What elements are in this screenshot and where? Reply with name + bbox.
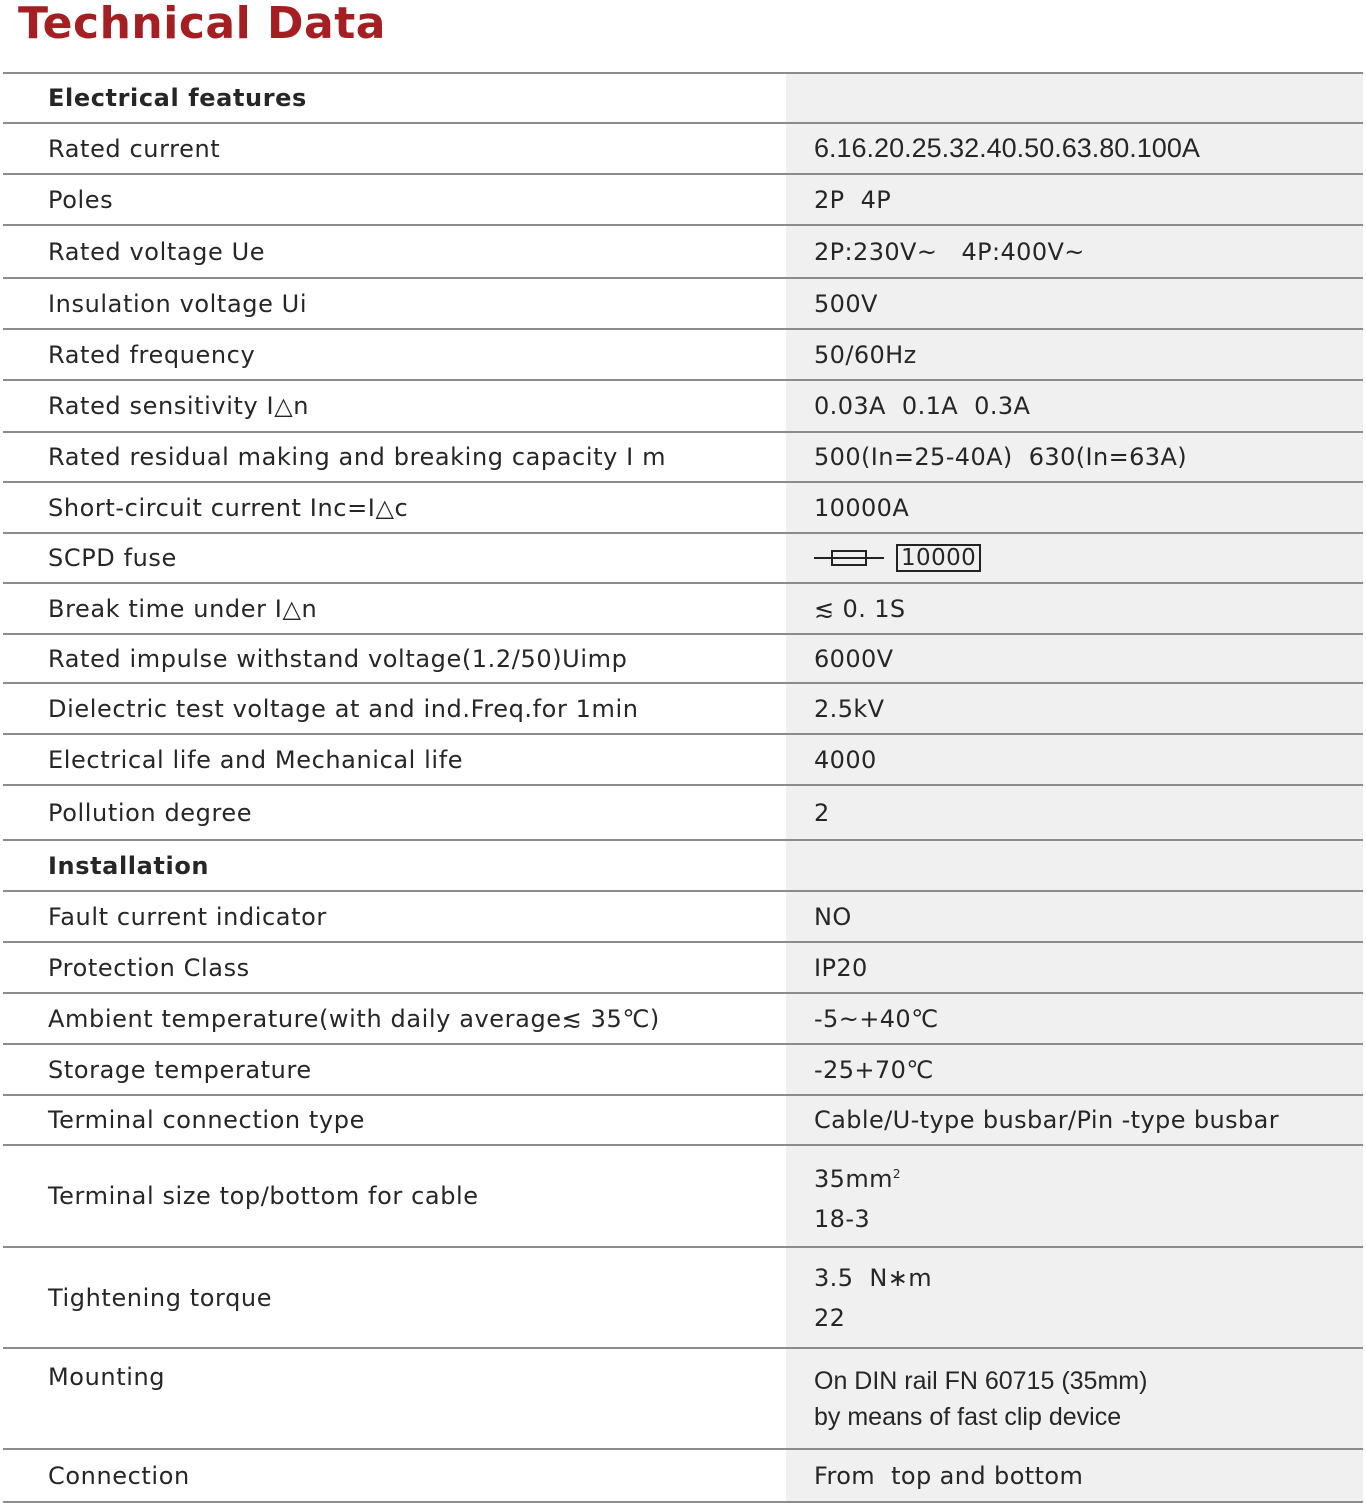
row-label: Rated frequency bbox=[3, 330, 786, 379]
table-row bbox=[3, 943, 1363, 994]
superscript: 2 bbox=[892, 1166, 901, 1181]
table-row bbox=[3, 1045, 1363, 1096]
fuse-symbol-icon bbox=[814, 548, 884, 568]
spec-table bbox=[3, 72, 1363, 1503]
table-row bbox=[3, 635, 1363, 684]
table-row bbox=[3, 1349, 1363, 1450]
row-value: 50/60Hz bbox=[786, 330, 1363, 379]
row-label: Mounting bbox=[3, 1349, 786, 1448]
row-value: 0.03A 0.1A 0.3A bbox=[786, 381, 1363, 431]
table-row bbox=[3, 1096, 1363, 1146]
value-line: by means of fast clip device bbox=[814, 1402, 1122, 1431]
section-heading-value bbox=[786, 841, 1363, 890]
row-value bbox=[786, 534, 1363, 582]
row-value: From top and bottom bbox=[786, 1450, 1363, 1501]
row-label: Fault current indicator bbox=[3, 892, 786, 941]
row-value: -5~+40℃ bbox=[786, 994, 1363, 1043]
table-row bbox=[3, 1146, 1363, 1248]
value-line: 18-3 bbox=[814, 1204, 871, 1233]
value-line: On DIN rail FN 60715 (35mm) bbox=[814, 1366, 1148, 1395]
row-label: Pollution degree bbox=[3, 786, 786, 839]
section-heading-value bbox=[786, 74, 1363, 122]
table-row bbox=[3, 994, 1363, 1045]
row-value: 500V bbox=[786, 279, 1363, 328]
table-row bbox=[3, 1450, 1363, 1503]
section-heading: Electrical features bbox=[3, 74, 786, 122]
row-label: Storage temperature bbox=[3, 1045, 786, 1094]
fuse-rating: 10000 bbox=[896, 544, 981, 572]
row-value: 10000A bbox=[786, 483, 1363, 532]
row-label: Poles bbox=[3, 175, 786, 224]
row-label: Rated current bbox=[3, 124, 786, 173]
row-label: Rated impulse withstand voltage(1.2/50)Uimp bbox=[3, 635, 786, 682]
row-label: Terminal connection type bbox=[3, 1096, 786, 1144]
row-value: NO bbox=[786, 892, 1363, 941]
row-label: Rated residual making and breaking capacity I m bbox=[3, 433, 786, 481]
row-value: -25+70℃ bbox=[786, 1045, 1363, 1094]
table-row bbox=[3, 124, 1363, 175]
table-row bbox=[3, 330, 1363, 381]
row-label: SCPD fuse bbox=[3, 534, 786, 582]
table-row bbox=[3, 684, 1363, 735]
table-row bbox=[3, 534, 1363, 584]
row-value: 2.5kV bbox=[786, 684, 1363, 733]
row-value bbox=[786, 1349, 1363, 1448]
table-row bbox=[3, 483, 1363, 534]
row-value bbox=[786, 1146, 1363, 1246]
row-label: Rated sensitivity I△n bbox=[3, 381, 786, 431]
value-line bbox=[814, 1160, 1363, 1193]
row-value: 2P:230V~ 4P:400V~ bbox=[786, 226, 1363, 277]
table-row bbox=[3, 892, 1363, 943]
row-label: Connection bbox=[3, 1450, 786, 1501]
row-value: 6.16.20.25.32.40.50.63.80.100A bbox=[786, 124, 1363, 173]
table-row bbox=[3, 433, 1363, 483]
row-value: 2P 4P bbox=[786, 175, 1363, 224]
table-row bbox=[3, 584, 1363, 635]
row-value: 4000 bbox=[786, 735, 1363, 784]
row-label: Electrical life and Mechanical life bbox=[3, 735, 786, 784]
row-value: 500(In=25-40A) 630(In=63A) bbox=[786, 433, 1363, 481]
table-row bbox=[3, 1248, 1363, 1349]
section-heading: Installation bbox=[3, 841, 786, 890]
value-text: 35mm bbox=[814, 1164, 893, 1193]
row-value: Cable/U-type busbar/Pin -type busbar bbox=[786, 1096, 1363, 1144]
section-header-installation bbox=[3, 841, 1363, 892]
table-row bbox=[3, 175, 1363, 226]
row-label: Insulation voltage Ui bbox=[3, 279, 786, 328]
fuse-wrap bbox=[814, 544, 1363, 572]
value-line: 22 bbox=[814, 1303, 846, 1332]
row-label: Tightening torque bbox=[3, 1248, 786, 1347]
row-label: Terminal size top/bottom for cable bbox=[3, 1146, 786, 1246]
table-row bbox=[3, 735, 1363, 786]
row-value: ≲ 0. 1S bbox=[786, 584, 1363, 633]
table-row bbox=[3, 226, 1363, 279]
row-value bbox=[786, 1248, 1363, 1347]
table-row bbox=[3, 786, 1363, 841]
value-line: 3.5 N∗m bbox=[814, 1263, 933, 1292]
row-label: Short-circuit current Inc=I△c bbox=[3, 483, 786, 532]
row-label: Dielectric test voltage at and ind.Freq.for 1min bbox=[3, 684, 786, 733]
row-label: Break time under I△n bbox=[3, 584, 786, 633]
section-header-electrical bbox=[3, 74, 1363, 124]
row-value: IP20 bbox=[786, 943, 1363, 992]
page-title: Technical Data bbox=[18, 0, 386, 49]
table-row bbox=[3, 381, 1363, 433]
row-label: Rated voltage Ue bbox=[3, 226, 786, 277]
row-value: 6000V bbox=[786, 635, 1363, 682]
table-row bbox=[3, 279, 1363, 330]
row-label: Protection Class bbox=[3, 943, 786, 992]
row-value: 2 bbox=[786, 786, 1363, 839]
row-label: Ambient temperature(with daily average≲ 35℃) bbox=[3, 994, 786, 1043]
